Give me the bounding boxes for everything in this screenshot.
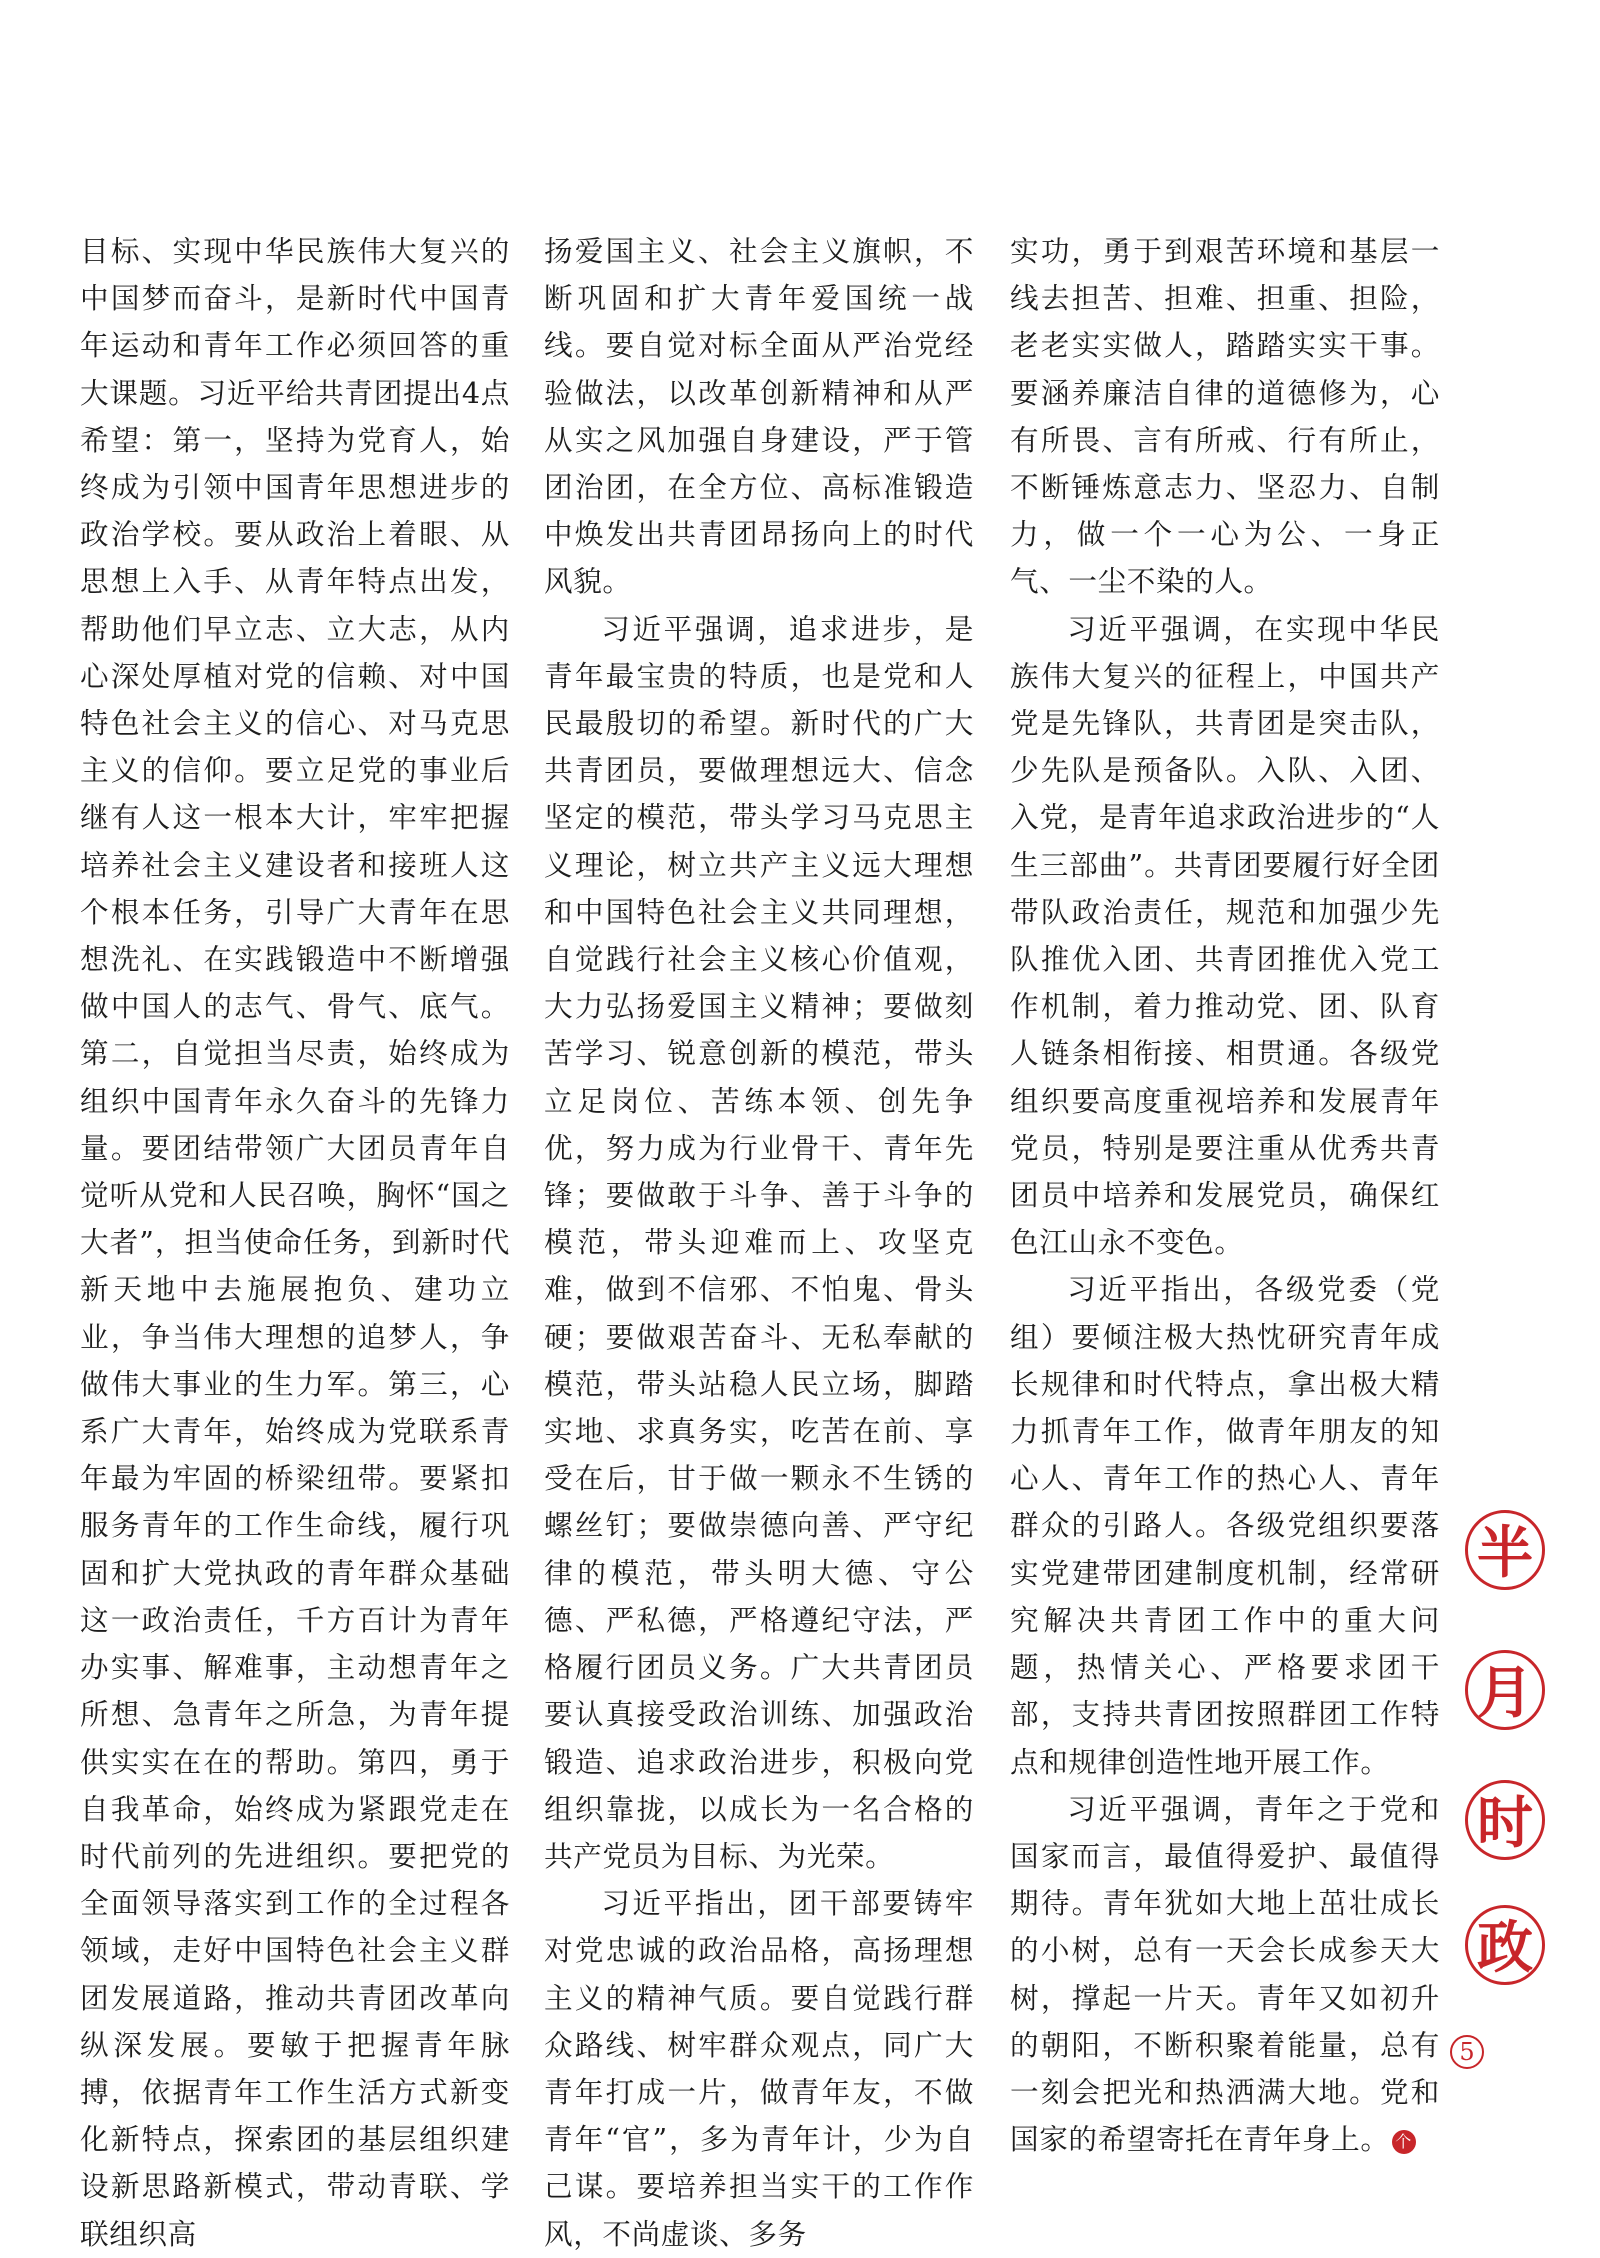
column1-paragraph-1: 目标、实现中华民族伟大复兴的中国梦而奋斗，是新时代中国青年运动和青年工作必须回答的重大课题。习近平给共青团提出4点希望：第一，坚持为党育人，始终成为引领中国青年思想进步的政治学校。要从政治上着眼、从思想上入手、从青年特点出发，帮助他们早立志、立大志，从内心深处厚植对党的信赖、对中国特色社会主义的信心、对马克思主义的信仰。要立足党的事业后继有人这一根本大计，牢牢把握培养社会主义建设者和接班人这个根本任务，引导广大青年在思想洗礼、在实践锻造中不断增强做中国人的志气、骨气、底气。第二，自觉担当尽责，始终成为组织中国青年永久奋斗的先锋力量。要团结带领广大团员青年自觉听从党和人民召唤，胸怀“国之大者”，担当使命任务，到新时代新天地中去施展抱负、建功立业，争当伟大理想的追梦人，争做伟大事业的生力军。第三，心系广大青年，始终成为党联系青年最为牢固的桥梁纽带。要紧扣服务青年的工作生命线，履行巩固和扩大党执政的青年群众基础这一政治责任，千方百计为青年办实事、解难事，主动想青年之所想、急青年之所急，为青年提供实实在在的帮助。第四，勇于自我革命，始终成为紧跟党走在时代前列的先进组织。要把党的全面领导落实到工作的全过程各领域，走好中国特色社会主义群团发展道路，推动共青团改革向纵深发展。要敏于把握青年脉搏，依据青年工作生活方式新变化新特点，探索团的基层组织建设新思路新模式，带动青联、学联组织高 [80, 234, 510, 2251]
column3-paragraph-4-text: 习近平强调，青年之于党和国家而言，最值得爱护、最值得期待。青年犹如大地上茁壮成长的小树，总有一天会长成参天大树，撑起一片天。青年又如初升的朝阳，不断积聚着能量，总有一刻会把光和热洒满大地。党和国家的希望寄托在青年身上。 [1010, 1791, 1440, 2157]
section-label-char-3: 时 [1465, 1780, 1545, 1860]
article-column-2 [544, 228, 974, 2258]
section-label-char-2: 月 [1465, 1650, 1545, 1730]
section-label-char-1: 半 [1465, 1510, 1545, 1590]
column3-paragraph-4 [1010, 1786, 1440, 2164]
column3-paragraph-1: 实功，勇于到艰苦环境和基层一线去担苦、担难、担重、担险，老老实实做人，踏踏实实干事。要涵养廉洁自律的道德修为，心有所畏、言有所戒、行有所止，不断锤炼意志力、坚忍力、自制力，做一个一心为公、一身正气、一尘不染的人。 [1010, 234, 1440, 599]
column3-paragraph-3: 习近平指出，各级党委（党组）要倾注极大热忱研究青年成长规律和时代特点，拿出极大精力抓青年工作，做青年朋友的知心人、青年工作的热心人、青年群众的引路人。各级党组织要落实党建带团建制度机制，经常研究解决共青团工作中的重大问题，热情关心、严格要求团干部，支持共青团按照群团工作特点和规律创造性地开展工作。 [1010, 1272, 1440, 1779]
end-mark-icon: 个 [1392, 2130, 1416, 2154]
article-column-3 [1010, 228, 1440, 2163]
article-column-1 [80, 228, 510, 2258]
column2-paragraph-3: 习近平指出，团干部要铸牢对党忠诚的政治品格，高扬理想主义的精神气质。要自觉践行群众路线、树牢群众观点，同广大青年打成一片，做青年友，不做青年“官”，多为青年计，少为自己谋。要培养担当实干的工作作风，不尚虚谈、多务 [544, 1886, 974, 2251]
column2-paragraph-1: 扬爱国主义、社会主义旗帜，不断巩固和扩大青年爱国统一战线。要自觉对标全面从严治党经验做法，以改革创新精神和从严从实之风加强自身建设，严于管团治团，在全方位、高标准锻造中焕发出共青团昂扬向上的时代风貌。 [544, 234, 974, 599]
page-number: 5 [1450, 2035, 1484, 2069]
column3-paragraph-2: 习近平强调，在实现中华民族伟大复兴的征程上，中国共产党是先锋队，共青团是突击队，少先队是预备队。入队、入团、入党，是青年追求政治进步的“人生三部曲”。共青团要履行好全团带队政治责任，规范和加强少先队推优入团、共青团推优入党工作机制，着力推动党、团、队育人链条相衔接、相贯通。各级党组织要高度重视培养和发展青年党员，特别是要注重从优秀共青团员中培养和发展党员，确保红色江山永不变色。 [1010, 611, 1440, 1260]
section-label-char-4: 政 [1465, 1905, 1545, 1985]
column2-paragraph-2: 习近平强调，追求进步，是青年最宝贵的特质，也是党和人民最殷切的希望。新时代的广大共青团员，要做理想远大、信念坚定的模范，带头学习马克思主义理论，树立共产主义远大理想和中国特色社会主义共同理想，自觉践行社会主义核心价值观，大力弘扬爱国主义精神；要做刻苦学习、锐意创新的模范，带头立足岗位、苦练本领、创先争优，努力成为行业骨干、青年先锋；要做敢于斗争、善于斗争的模范，带头迎难而上、攻坚克难，做到不信邪、不怕鬼、骨头硬；要做艰苦奋斗、无私奉献的模范，带头站稳人民立场，脚踏实地、求真务实，吃苦在前、享受在后，甘于做一颗永不生锈的螺丝钉；要做崇德向善、严守纪律的模范，带头明大德、守公德、严私德，严格遵纪守法，严格履行团员义务。广大共青团员要认真接受政治训练、加强政治锻造、追求政治进步，积极向党组织靠拢，以成长为一名合格的共产党员为目标、为光荣。 [544, 611, 974, 1873]
